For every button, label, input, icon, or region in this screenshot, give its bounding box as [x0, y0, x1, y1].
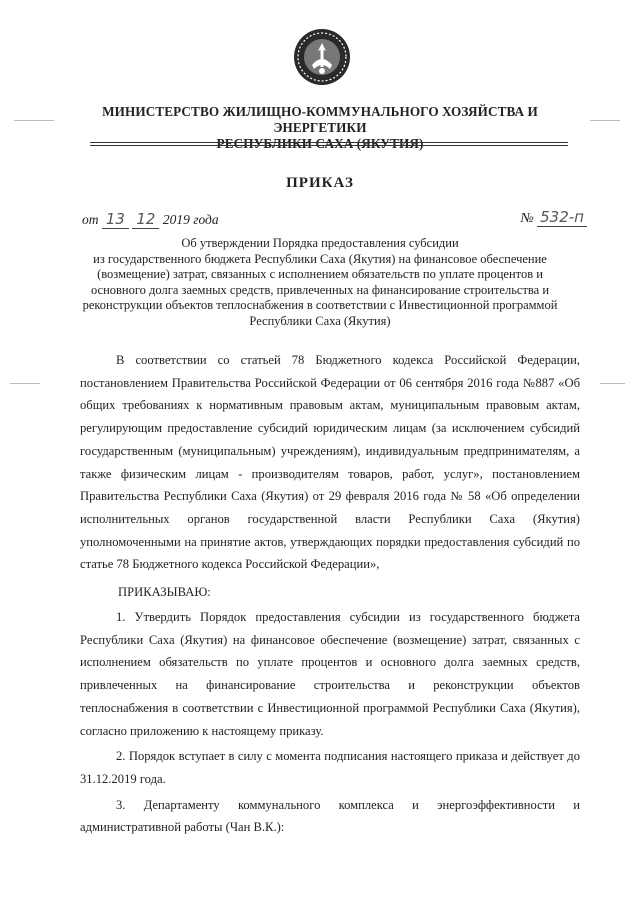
order-number — [520, 208, 587, 227]
sakha-coat-of-arms-icon — [292, 27, 352, 87]
subject-line: Республики Саха (Якутия) — [249, 313, 391, 328]
scan-artifact — [10, 383, 40, 384]
order-items — [80, 606, 580, 839]
subject-line: основного долга заемных средств, привлеченных на финансирование строительства и — [90, 282, 550, 297]
subject-line: реконструкции объектов теплоснабжения в соответствии с Инвестиционной программой — [82, 298, 558, 313]
subject-line: из государственного бюджета Республики Саха (Якутия) на финансовое обеспечение — [93, 251, 547, 266]
ministry-line-1: МИНИСТЕРСТВО ЖИЛИЩНО-КОММУНАЛЬНОГО ХОЗЯЙСТВА И ЭНЕРГЕТИКИ — [102, 104, 538, 135]
subject-line: Об утверждении Порядка предоставления субсидии — [181, 236, 459, 250]
ministry-line-2: РЕСПУБЛИКИ САХА (ЯКУТИЯ) — [216, 136, 424, 151]
subject-line: (возмещение) затрат, связанных с исполнением обязательств по уплате процентов и — [97, 267, 543, 282]
header-divider — [90, 142, 568, 143]
order-item: 1. Утвердить Порядок предоставления субсидии из государственного бюджета Республики Саха (Якутия) на финансовое обеспечение (возмещение) затрат, связанных с исполнением обязательств по уплате процентов и основного долга заемных средств, привлеченных на финансирование строительства и реконструкции объектов теплоснабжения в соответствии с Инвестиционной программой Республики Саха (Якутия), согласно приложению к настоящему приказу. — [80, 610, 580, 738]
order-item: 2. Порядок вступает в силу с момента подписания настоящего приказа и действует до 31.12.2019 года. — [80, 749, 580, 786]
date-prefix: от — [82, 212, 99, 227]
scan-artifact — [600, 383, 625, 384]
number-prefix: № — [520, 211, 534, 226]
date-year: 2019 года — [162, 212, 219, 227]
preamble — [80, 349, 580, 576]
scan-artifact — [14, 120, 54, 121]
scan-artifact — [590, 120, 620, 121]
number-value: 532-п — [537, 208, 587, 227]
date-day: 13 — [102, 210, 129, 229]
header-divider-thin — [90, 145, 568, 146]
order-word: ПРИКАЗЫВАЮ: — [118, 585, 211, 599]
date-month: 12 — [132, 210, 159, 229]
preamble-text: В соответствии со статьей 78 Бюджетного кодекса Российской Федерации, постановлением Правительства Российской Федерации от 06 сентября 2016 года №887 «Об общих требованиях к нормативным правовым актам, муниципальным правовым актам, регулирующим предоставление субсидий юридическим лицам (за исключением субсидий государственным (муниципальным) учреждениям), индивидуальным предпринимателям, а также физическим лицам - производителям товаров, работ, услуг», постановлением Правительства Республики Саха (Якутия) от 29 февраля 2016 года № 58 «Об определении исполнительных органов государственной власти Республики Саха (Якутия) уполномоченными на принятие актов, утверждающих порядки предоставления субсидий по статье 78 Бюджетного кодекса Российской Федерации», — [80, 353, 580, 572]
document-title: ПРИКАЗ — [286, 175, 354, 191]
order-date — [82, 210, 219, 228]
document-subject — [80, 236, 560, 330]
order-item: 3. Департаменту коммунального комплекса и энергоэффективности и административной работы (Чан В.К.): — [80, 797, 580, 835]
